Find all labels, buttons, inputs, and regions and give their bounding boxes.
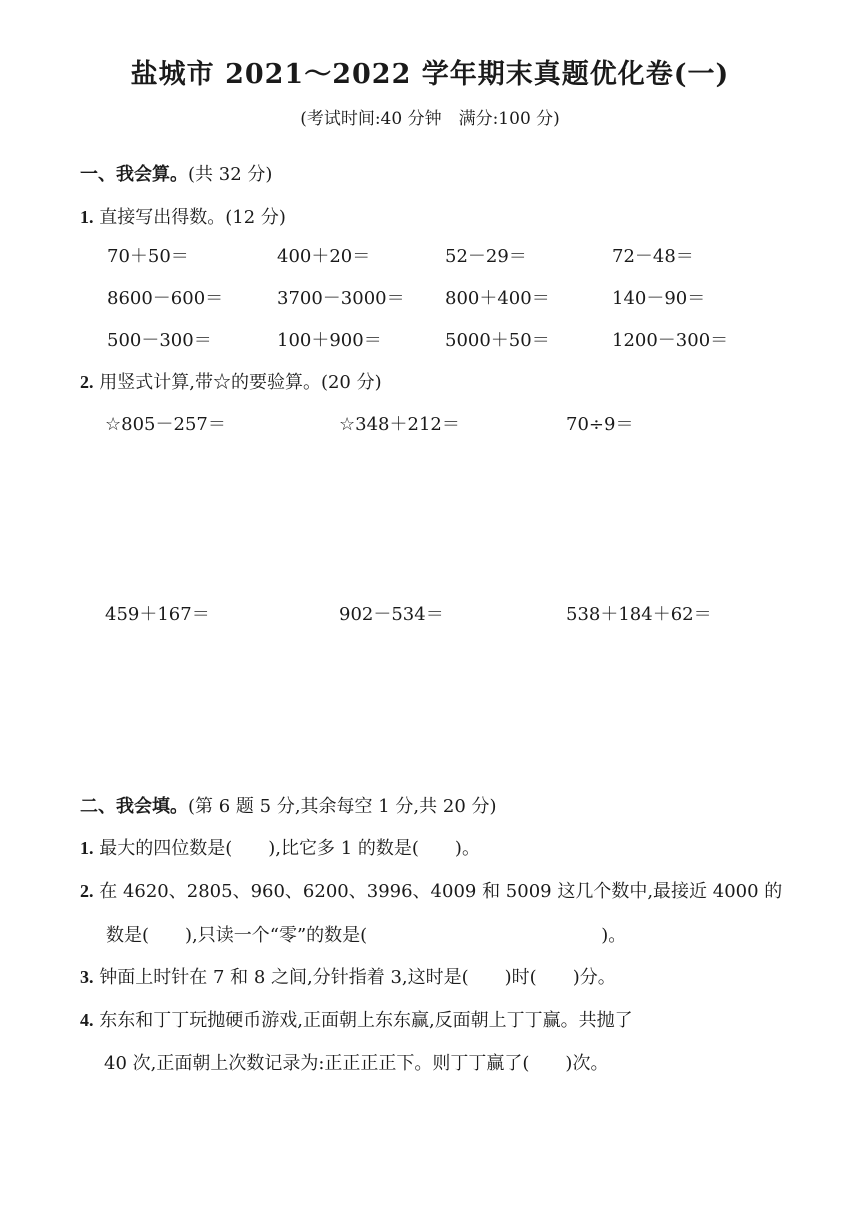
- section-1-heading: [80, 160, 272, 186]
- question-2-4: [80, 1006, 633, 1032]
- question-2-2: [80, 877, 782, 903]
- question-text: 用竖式计算,带☆的要验算。(20 分): [99, 372, 382, 393]
- section-1-title: 一、我会算。: [80, 164, 188, 185]
- equation: 1200－300＝: [612, 330, 729, 351]
- page-title: 盐城市 2021～2022 学年期末真题优化卷(一): [130, 59, 730, 90]
- question-1-1: [80, 203, 286, 229]
- question-number: 3.: [80, 967, 94, 987]
- equation: 800＋400＝: [445, 288, 550, 309]
- equation: 3700－3000＝: [277, 288, 405, 309]
- section-1-note: (共 32 分): [188, 164, 273, 185]
- question-text-line-2: 数是( ),只读一个“零”的数是( )。: [106, 925, 627, 946]
- question-text-line-1: 在 4620、2805、960、6200、3996、4009 和 5009 这几个数中,最接近 4000 的: [99, 881, 783, 902]
- equation: 100＋900＝: [277, 330, 382, 351]
- question-text: 最大的四位数是( ),比它多 1 的数是( )。: [99, 838, 480, 859]
- question-text-line-2: 40 次,正面朝上次数记录为:正正正正下。则丁丁赢了( )次。: [104, 1053, 609, 1074]
- vertical-calc-problem: 459＋167＝: [105, 604, 210, 625]
- question-number: 2.: [80, 372, 94, 392]
- vertical-calc-problem: 902－534＝: [339, 604, 444, 625]
- section-2-note: (第 6 题 5 分,其余每空 1 分,共 20 分): [188, 796, 497, 817]
- section-2-heading: [80, 792, 497, 818]
- equation: 400＋20＝: [277, 246, 371, 267]
- exam-info: (考试时间:40 分钟 满分:100 分): [300, 109, 560, 129]
- question-2-3: [80, 963, 616, 989]
- vertical-calc-problem: 70÷9＝: [566, 414, 634, 435]
- equation: 5000＋50＝: [445, 330, 550, 351]
- question-text: 钟面上时针在 7 和 8 之间,分针指着 3,这时是( )时( )分。: [99, 967, 616, 988]
- vertical-calc-problem: ☆805－257＝: [105, 414, 226, 435]
- equation: 8600－600＝: [107, 288, 224, 309]
- question-1-2: [80, 368, 382, 394]
- question-text-line-1: 东东和丁丁玩抛硬币游戏,正面朝上东东赢,反面朝上丁丁赢。共抛了: [99, 1010, 633, 1031]
- vertical-calc-problem: ☆348＋212＝: [339, 414, 460, 435]
- equation: 52－29＝: [445, 246, 527, 267]
- question-number: 4.: [80, 1010, 94, 1030]
- question-number: 2.: [80, 881, 94, 901]
- question-text: 直接写出得数。(12 分): [99, 207, 286, 228]
- question-number: 1.: [80, 838, 94, 858]
- equation: 500－300＝: [107, 330, 212, 351]
- vertical-calc-problem: 538＋184＋62＝: [566, 604, 712, 625]
- equation: 70＋50＝: [107, 246, 189, 267]
- equation: 140－90＝: [612, 288, 706, 309]
- question-number: 1.: [80, 207, 94, 227]
- question-2-1: [80, 834, 480, 860]
- section-2-title: 二、我会填。: [80, 796, 188, 817]
- equation: 72－48＝: [612, 246, 694, 267]
